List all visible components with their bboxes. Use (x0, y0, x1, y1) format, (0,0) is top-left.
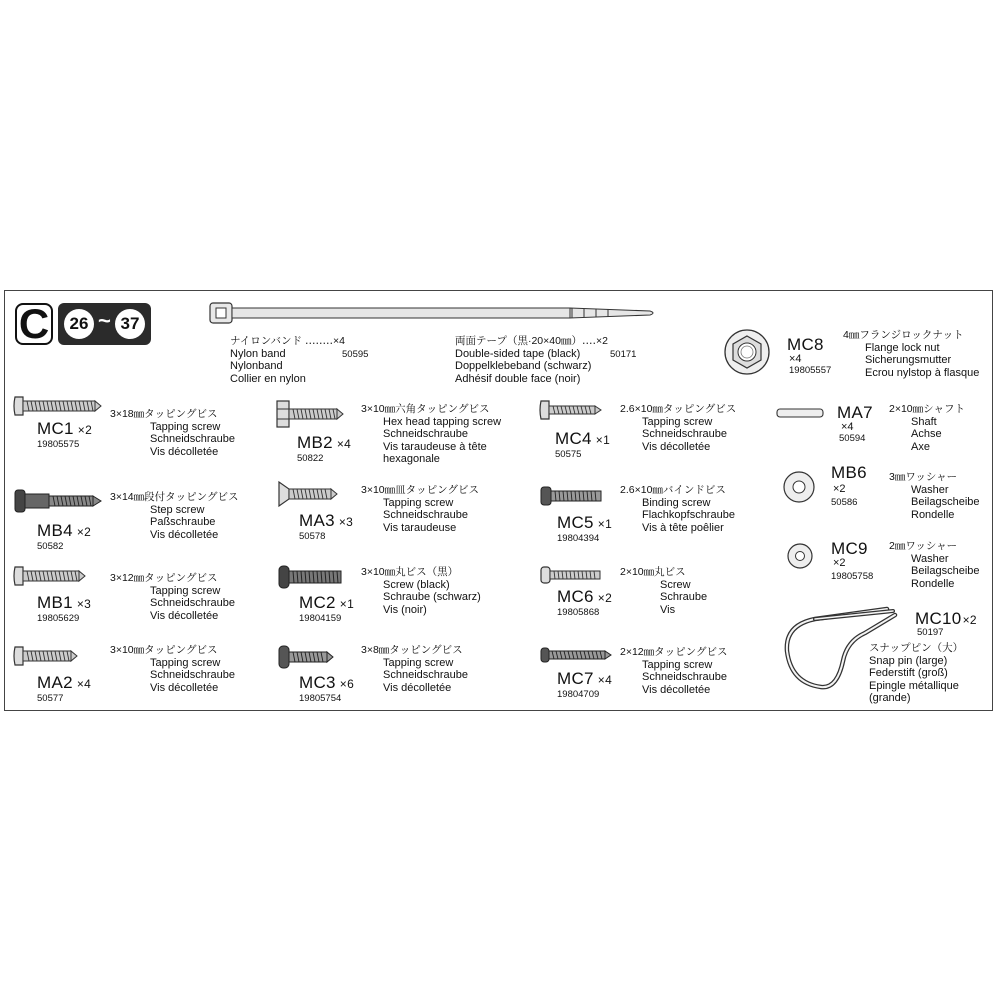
ma2-code (37, 673, 91, 693)
mc6-de: Schraube (660, 591, 708, 603)
mc6-desc (620, 566, 707, 616)
mb2-desc (361, 403, 501, 466)
mb2-en: Hex head tapping screw (383, 415, 502, 428)
mb4-code-label: MB4 (37, 521, 73, 540)
mc7-desc (620, 646, 727, 696)
mb4-de: Paßschraube (150, 516, 216, 528)
mc2-en: Screw (black) (383, 578, 450, 591)
mc9-pn: 19805758 (831, 571, 874, 582)
mc3-code (299, 673, 354, 693)
mb2-qty: ×4 (336, 437, 352, 451)
mb1-fr: Vis décolletée (150, 609, 219, 622)
step-separator: ~ (98, 308, 111, 333)
nylon-band-illustration (210, 301, 660, 327)
tape-desc (455, 335, 608, 385)
mc4-de: Schneidschraube (642, 428, 728, 440)
mc4-desc (620, 403, 736, 453)
mc7-jp: 2×12㎜タッピングビス (620, 646, 728, 658)
mc1-desc (110, 408, 235, 458)
ma7-en: Shaft (911, 415, 937, 428)
ma2-pn: 50577 (37, 693, 64, 704)
mc10-jp: スナップピン（大） (869, 642, 964, 654)
mb2-fr: Vis taraudeuse à tête (383, 440, 487, 453)
mc1-pn: 19805575 (37, 439, 80, 450)
nylon-band-pn: 50595 (342, 349, 369, 360)
washer-3mm-icon (781, 469, 817, 505)
step-from: 26 (64, 309, 94, 339)
mc1-jp: 3×18㎜タッピングビス (110, 408, 218, 420)
mc4-code-label: MC4 (555, 429, 592, 448)
mc10-qty: ×2 (962, 613, 977, 627)
mc1-code (37, 419, 92, 439)
mb4-fr: Vis décolletée (150, 528, 219, 541)
mc6-fr: Vis (660, 603, 676, 616)
ma3-de: Schneidschraube (383, 509, 469, 521)
mc6-code-label: MC6 (557, 587, 594, 606)
mc3-en: Tapping screw (383, 656, 454, 669)
ma3-qty: ×3 (338, 515, 354, 529)
mb2-code (297, 433, 351, 453)
step-to: 37 (115, 309, 145, 339)
shaft-icon (775, 407, 827, 419)
mc10-de: Federstift (groß) (869, 667, 948, 679)
mc10-fr: Epingle métallique (869, 679, 959, 692)
mb2-pn: 50822 (297, 453, 324, 464)
mc7-qty: ×4 (597, 673, 613, 687)
mc1-qty: ×2 (77, 423, 93, 437)
mc1-de: Schneidschraube (150, 433, 236, 445)
mb1-qty: ×3 (76, 597, 92, 611)
mc2-fr: Vis (noir) (383, 603, 427, 616)
mc5-desc (620, 484, 735, 534)
mc9-code: MC9 (831, 539, 868, 558)
tape-en: Double-sided tape (black) (455, 347, 581, 360)
mc5-qty: ×1 (597, 517, 613, 531)
mb1-code-label: MB1 (37, 593, 73, 612)
mb2-code-label: MB2 (297, 433, 333, 452)
mc4-en: Tapping screw (642, 415, 713, 428)
mb6-fr: Rondelle (911, 508, 955, 521)
ma3-code (299, 511, 353, 531)
tapping-screw-2-6-icon (539, 399, 609, 421)
step-screw-icon (13, 489, 103, 513)
ma3-en: Tapping screw (383, 496, 454, 509)
mb2-de: Schneidschraube (383, 428, 469, 440)
nylon-band-en: Nylon band (230, 347, 286, 360)
flange-nut-icon (722, 327, 772, 377)
mc2-code-label: MC2 (299, 593, 336, 612)
mc5-en: Binding screw (642, 496, 711, 509)
mc3-desc (361, 644, 468, 694)
mb4-code (37, 521, 91, 541)
ma3-desc (361, 484, 479, 534)
mb4-qty: ×2 (76, 525, 92, 539)
mb2-fr2: hexagonale (383, 453, 440, 465)
mb1-pn: 19805629 (37, 613, 80, 624)
tape-jp: 両面テープ（黒·20×40㎜）‥‥×2 (455, 335, 608, 347)
mb1-jp: 3×12㎜タッピングビス (110, 572, 218, 584)
mb1-code (37, 593, 91, 613)
mb1-desc (110, 572, 235, 622)
mb6-code: MB6 (831, 463, 867, 482)
mb6-pn: 50586 (831, 497, 858, 508)
ma2-jp: 3×10㎜タッピングビス (110, 644, 218, 656)
mc2-de: Schraube (schwarz) (383, 591, 481, 603)
mc6-jp: 2×10㎜丸ビス (620, 566, 686, 578)
mc4-qty: ×1 (595, 433, 611, 447)
tapping-screw-12-icon (13, 565, 93, 587)
ma3-pn: 50578 (299, 531, 326, 542)
parts-sheet (4, 290, 993, 711)
countersunk-screw-icon (277, 481, 347, 507)
mc10-pn: 50197 (917, 627, 944, 638)
mc7-de: Schneidschraube (642, 671, 728, 683)
mb6-desc (889, 471, 980, 521)
mc6-en: Screw (660, 578, 691, 591)
ma2-code-label: MA2 (37, 673, 73, 692)
mc2-code (299, 593, 354, 613)
mc5-code-label: MC5 (557, 513, 594, 532)
ma2-en: Tapping screw (150, 656, 221, 669)
washer-2mm-icon (785, 541, 815, 571)
mc4-fr: Vis décolletée (642, 440, 711, 453)
mc9-qty: ×2 (833, 557, 846, 569)
mb6-qty: ×2 (833, 483, 846, 495)
mc8-pn: 19805557 (789, 365, 832, 376)
nylon-band-de: Nylonband (230, 360, 283, 372)
mc4-jp: 2.6×10㎜タッピングビス (620, 403, 737, 415)
mc3-code-label: MC3 (299, 673, 336, 692)
mb2-jp: 3×10㎜六角タッピングビス (361, 403, 490, 415)
ma2-fr: Vis décolletée (150, 681, 219, 694)
mc6-qty: ×2 (597, 591, 613, 605)
hex-head-screw-icon (275, 399, 355, 429)
mc10-en: Snap pin (large) (869, 654, 948, 667)
mc3-qty: ×6 (339, 677, 355, 691)
mc7-fr: Vis décolletée (642, 683, 711, 696)
mc6-code (557, 587, 612, 607)
tapping-screw-8-icon (277, 645, 341, 669)
ma7-fr: Axe (911, 440, 930, 453)
tapping-screw-10-icon (13, 645, 83, 667)
mb6-jp: 3㎜ワッシャー (889, 471, 958, 483)
mc6-pn: 19805868 (557, 607, 600, 618)
mc9-jp: 2㎜ワッシャー (889, 540, 958, 552)
mb6-en: Washer (911, 483, 949, 496)
mc3-jp: 3×8㎜タッピングビス (361, 644, 463, 656)
mc4-pn: 50575 (555, 449, 582, 460)
tape-fr: Adhésif double face (noir) (455, 372, 581, 385)
ma2-qty: ×4 (76, 677, 92, 691)
mb1-en: Tapping screw (150, 584, 221, 597)
ma7-pn: 50594 (839, 433, 866, 444)
ma3-fr: Vis taraudeuse (383, 521, 457, 534)
mb4-en: Step screw (150, 503, 205, 516)
mc1-en: Tapping screw (150, 420, 221, 433)
mb6-de: Beilagscheibe (911, 496, 980, 508)
tape-de: Doppelklebeband (schwarz) (455, 360, 592, 372)
section-letter-badge: C (15, 303, 53, 345)
mc10-desc (869, 642, 963, 705)
mc3-pn: 19805754 (299, 693, 342, 704)
mc10-fr2: (grande) (869, 692, 911, 704)
ma7-jp: 2×10㎜シャフト (889, 403, 965, 415)
mc3-fr: Vis décolletée (383, 681, 452, 694)
mc5-pn: 19804394 (557, 533, 600, 544)
mc1-code-label: MC1 (37, 419, 74, 438)
mb4-jp: 3×14㎜段付タッピングビス (110, 491, 239, 503)
mc8-qty: ×4 (789, 353, 802, 365)
mc8-fr: Ecrou nylstop à flasque (865, 366, 980, 379)
tapping-screw-2-12-icon (539, 645, 615, 665)
ma7-desc (889, 403, 965, 453)
nylon-band-jp: ナイロンバンド ‥‥‥‥×4 (230, 335, 345, 347)
mc2-jp: 3×10㎜丸ビス（黒） (361, 566, 459, 578)
mc10-code-label: MC10 (915, 609, 962, 628)
mc8-en: Flange lock nut (865, 341, 940, 354)
ma2-de: Schneidschraube (150, 669, 236, 681)
tapping-screw-18-icon (13, 395, 103, 417)
mb1-de: Schneidschraube (150, 597, 236, 609)
mc7-pn: 19804709 (557, 689, 600, 700)
nylon-band-desc (230, 335, 345, 385)
mc9-en: Washer (911, 552, 949, 565)
nylon-band-fr: Collier en nylon (230, 372, 306, 385)
tape-pn: 50171 (610, 349, 637, 360)
mc5-de: Flachkopfschraube (642, 509, 735, 521)
mc7-code (557, 669, 612, 689)
mc7-en: Tapping screw (642, 658, 713, 671)
binding-screw-icon (539, 485, 609, 507)
mc8-desc (843, 329, 979, 379)
round-screw-2-icon (539, 565, 605, 585)
mc9-desc (889, 540, 980, 590)
mc8-de: Sicherungsmutter (865, 354, 952, 366)
mc1-fr: Vis décolletée (150, 445, 219, 458)
ma3-code-label: MA3 (299, 511, 335, 530)
mc3-de: Schneidschraube (383, 669, 469, 681)
mc9-fr: Rondelle (911, 577, 955, 590)
mc8-code: MC8 (787, 335, 824, 354)
mc8-jp: 4㎜フランジロックナット (843, 329, 964, 341)
mb4-desc (110, 491, 238, 541)
ma2-desc (110, 644, 235, 694)
mc7-code-label: MC7 (557, 669, 594, 688)
ma7-qty: ×4 (841, 421, 854, 433)
mc10-code (915, 609, 977, 629)
ma7-de: Achse (911, 428, 942, 440)
mb4-pn: 50582 (37, 541, 64, 552)
mc5-code (557, 513, 612, 533)
black-round-screw-icon (277, 565, 347, 589)
mc4-code (555, 429, 610, 449)
ma7-code: MA7 (837, 403, 873, 422)
mc2-pn: 19804159 (299, 613, 342, 624)
mc9-de: Beilagscheibe (911, 565, 980, 577)
mc5-jp: 2.6×10㎜バインドビス (620, 484, 726, 496)
step-range-badge (58, 303, 151, 345)
ma3-jp: 3×10㎜皿タッピングビス (361, 484, 479, 496)
mc5-fr: Vis à tête poêlier (642, 521, 724, 534)
mc2-qty: ×1 (339, 597, 355, 611)
mc2-desc (361, 566, 481, 616)
